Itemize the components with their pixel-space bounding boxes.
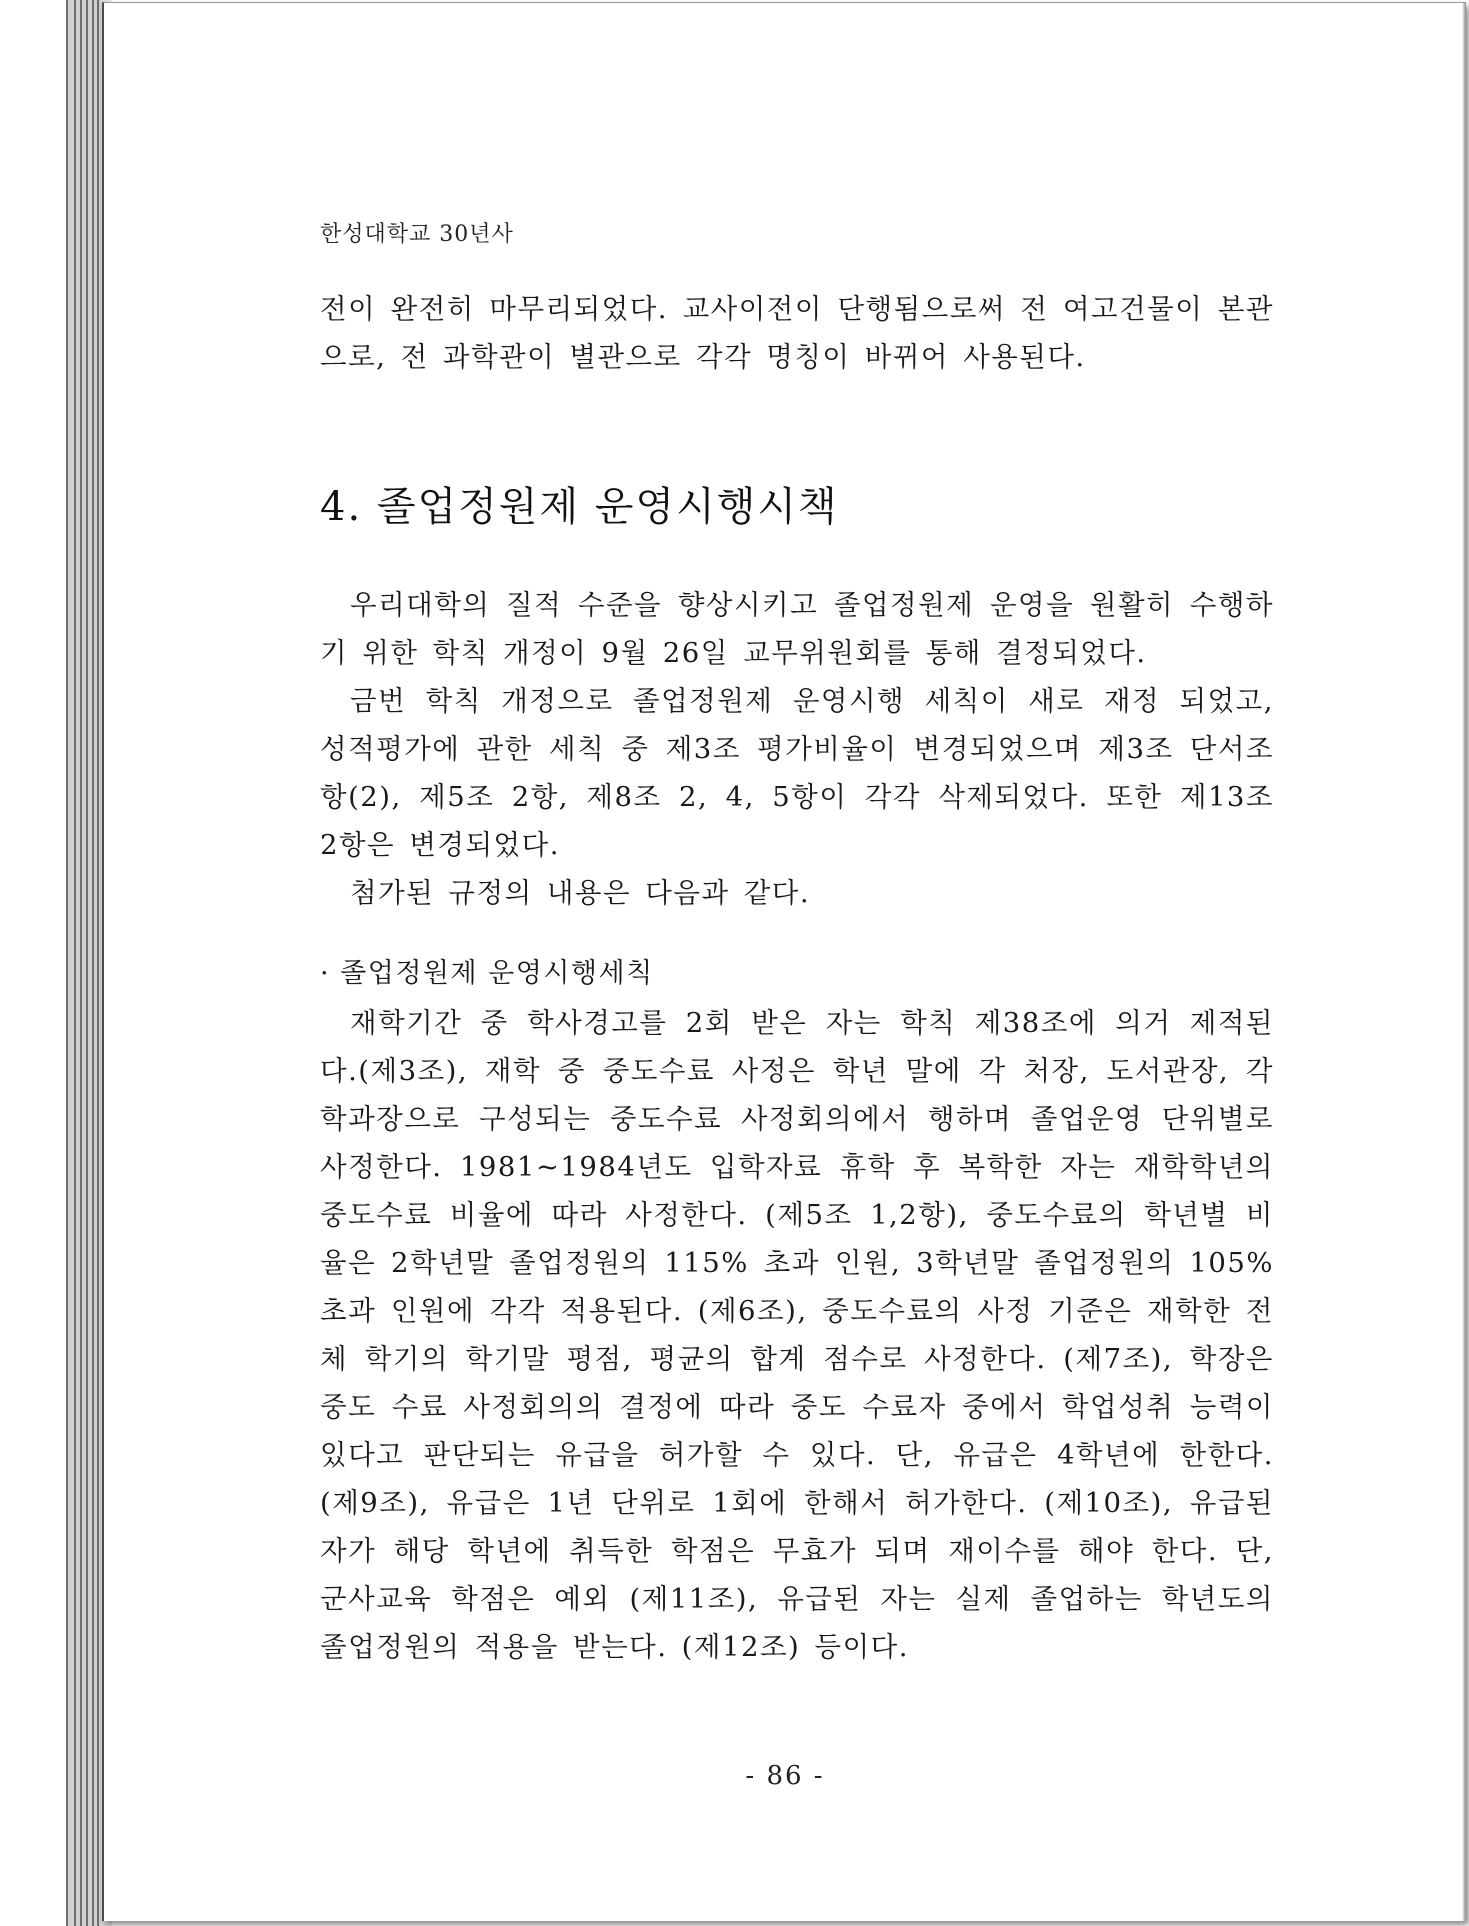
- body-paragraph: 금번 학칙 개정으로 졸업정원제 운영시행 세칙이 새로 재정 되었고, 성적평가에 관한 세칙 중 제3조 평가비율이 변경되었으며 제3조 단서조항(2), 제5조 2항, 제8조 2, 4, 5항이 각각 삭제되었다. 또한 제13조 2항은 변경되었다.: [320, 685, 1274, 861]
- page-stack-edges: [0, 0, 112, 1926]
- intro-paragraph: 전이 완전히 마무리되었다. 교사이전이 단행됨으로써 전 여고건물이 본관으로, 전 과학관이 별관으로 각각 명칭이 바뀌어 사용된다.: [320, 293, 1274, 373]
- page-number: - 86 -: [745, 1761, 825, 1791]
- subsection-paragraph: 재학기간 중 학사경고를 2회 받은 자는 학칙 제38조에 의거 제적된다.(제3조), 재학 중 중도수료 사정은 학년 말에 각 처장, 도서관장, 각 학과장으로 구성되는 중도수료 사정회의에서 행하며 졸업운영 단위별로 사정한다. 1981~1984년도 입학자료 휴학 후 복학한 자는 재학학년의 중도수료 비율에 따라 사정한다. (제5조 1,2항), 중도수료의 학년별 비율은 2학년말 졸업정원의 115% 초과 인원, 3학년말 졸업정원의 105% 초과 인원에 각각 적용된다. (제6조), 중도수료의 사정 기준은 재학한 전체 학기의 학기말 평점, 평균의 합계 점수로 사정한다. (제7조), 학장은 중도 수료 사정회의의 결정에 따라 중도 수료자 중에서 학업성취 능력이 있다고 판단되는 유급을 허가할 수 있다. 단, 유급은 4학년에 한한다. (제9조), 유급은 1년 단위로 1회에 한해서 허가한다. (제10조), 유급된 자가 해당 학년에 취득한 학점은 무효가 되며 재이수를 해야 한다. 단, 군사교육 학점은 예외 (제11조), 유급된 자는 실제 졸업하는 학년도의 졸업정원의 적용을 받는다. (제12조) 등이다.: [320, 1007, 1274, 1663]
- running-head: 한성대학교 30년사: [320, 222, 514, 247]
- section-body: [320, 581, 1274, 917]
- body-paragraph: 우리대학의 질적 수준을 향상시키고 졸업정원제 운영을 원활히 수행하기 위한 학칙 개정이 9월 26일 교무위원회를 통해 결정되었다.: [320, 589, 1274, 669]
- body-paragraph: 첨가된 규정의 내용은 다음과 같다.: [350, 877, 811, 909]
- subsection-heading: · 졸업정원제 운영시행세칙: [320, 958, 654, 989]
- section-title: 4. 졸업정원제 운영시행시책: [320, 484, 839, 530]
- book-page: [102, 2, 1466, 1921]
- intro-text: [320, 285, 1274, 381]
- subsection-body: [320, 999, 1274, 1671]
